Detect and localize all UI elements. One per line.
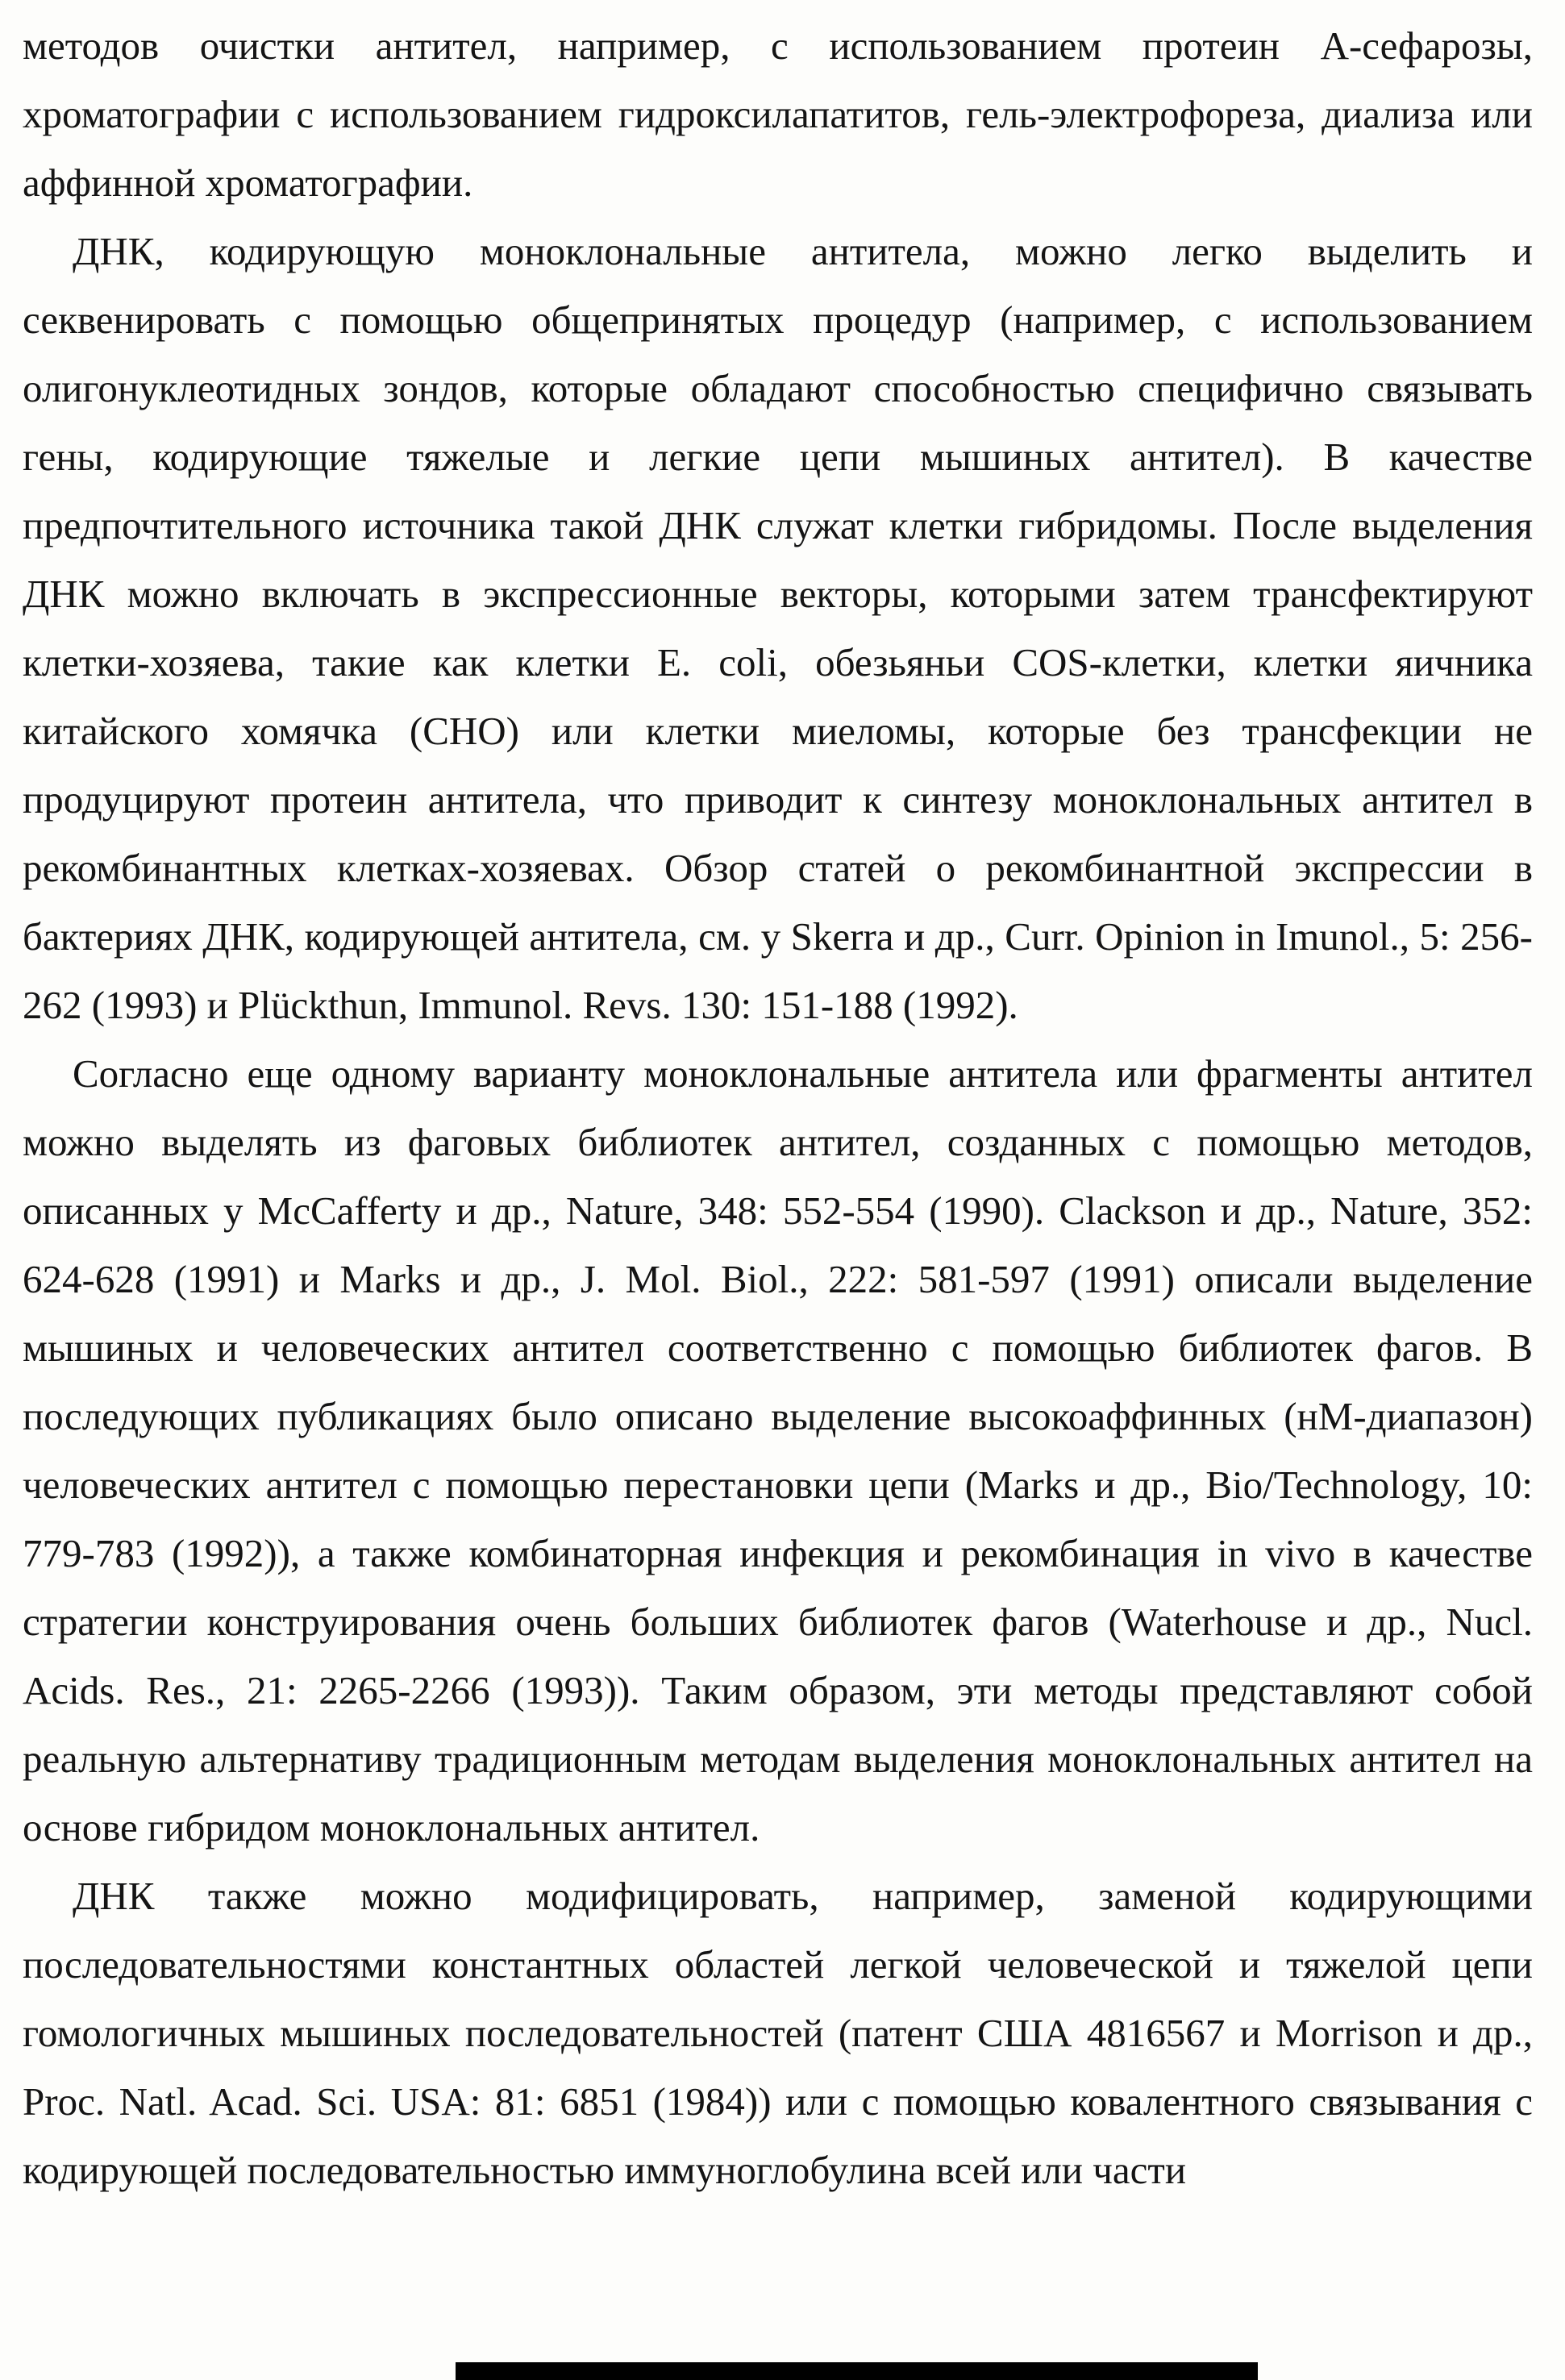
paragraph-2: ДНК, кодирующую моноклональные антитела, можно легко выделить и секвенировать с помощью общепринятых процедур (например, с использованием олигонуклеотидных зондов, которые обладают способностью специфично связывать гены, кодирующие тяжелые и легкие цепи мышиных антител). В качестве предпочтительного источника такой ДНК служат клетки гибридомы. После выделения ДНК можно включать в экспрессионные векторы, которыми затем трансфектируют клетки-хозяева, такие как клетки E. coli, обезьяньи COS-клетки, клетки яичника китайского хомячка (СНО) или клетки миеломы, которые без трансфекции не продуцируют протеин антитела, что приводит к синтезу моноклональных антител в рекомбинантных клетках-хозяевах. Обзор статей о рекомбинантной экспрессии в бактериях ДНК, кодирующей антитела, см. у Skerra и др., Curr. Opinion in Imunol., 5: 256-262 (1993) и Plückthun, Immunol. Revs. 130: 151-188 (1992).: [23, 229, 1533, 1027]
scan-artifact-bar: [456, 2362, 1258, 2380]
paragraph-3: Согласно еще одному варианту моноклональные антитела или фрагменты антител можно выделять из фаговых библиотек антител, созданных с помощью методов, описанных у McCafferty и др., Nature, 348: 552-554 (1990). Clackson и др., Nature, 352: 624-628 (1991) и Marks и др., J. Mol. Biol., 222: 581-597 (1991) описали выделение мышиных и человеческих антител соответственно с помощью библиотек фагов. В последующих публикациях было описано выделение высокоаффинных (нМ-диапазон) человеческих антител с помощью перестановки цепи (Marks и др., Bio/Technology, 10: 779-783 (1992)), а также комбинаторная инфекция и рекомбинация in vivo в качестве стратегии конструирования очень больших библиотек фагов (Waterhouse и др., Nucl. Acids. Res., 21: 2265-2266 (1993)). Таким образом, эти методы представляют собой реальную альтернативу традиционным методам выделения моноклональных антител на основе гибридом моноклональных антител.: [23, 1051, 1533, 1849]
paragraph-1: методов очистки антител, например, с использованием протеин А-сефарозы, хроматографии с использованием гидроксилапатитов, гель-электрофореза, диализа или аффинной хроматографии.: [23, 23, 1533, 205]
paragraph-4: ДНК также можно модифицировать, например, заменой кодирующими последовательностями константных областей легкой человеческой и тяжелой цепи гомологичных мышиных последовательностей (патент США 4816567 и Morrison и др., Proc. Natl. Acad. Sci. USA: 81: 6851 (1984)) или с помощью ковалентного связывания с кодирующей последовательностью иммуноглобулина всей или части: [23, 1874, 1533, 2192]
